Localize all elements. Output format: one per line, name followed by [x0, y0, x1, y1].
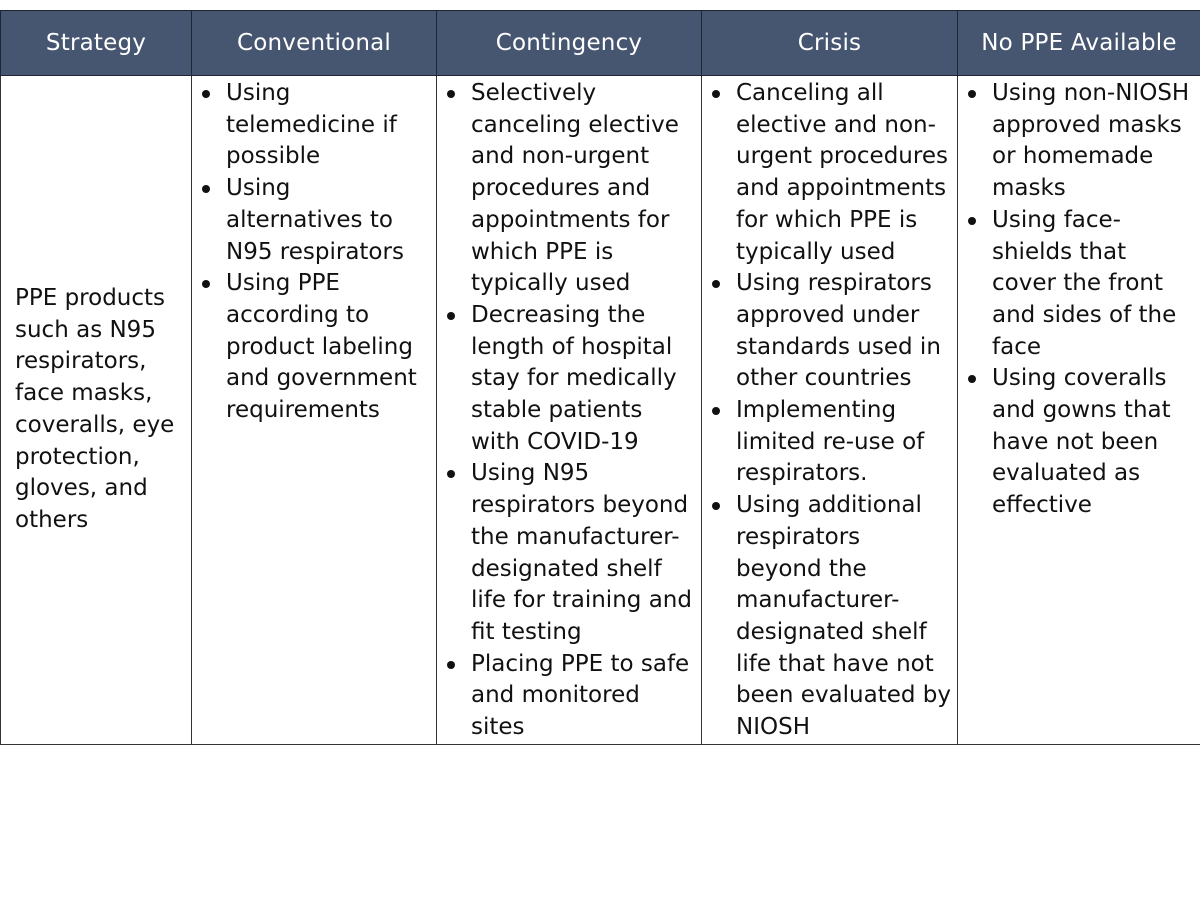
conventional-cell [192, 76, 437, 745]
header-no-ppe-available: No PPE Available [958, 11, 1200, 76]
table-row [1, 76, 1200, 745]
list-item: Using respirators approved under standards used in other countries [702, 268, 951, 395]
list-item: Selectively canceling elective and non-urgent procedures and appointments for which PPE is typically used [437, 78, 695, 300]
list-item: Decreasing the length of hospital stay for medically stable patients with COVID-19 [437, 300, 695, 459]
strategy-cell: PPE products such as N95 respirators, face masks, coveralls, eye protection, gloves, and others [1, 76, 192, 745]
list-item: Using coveralls and gowns that have not been evaluated as effective [958, 363, 1194, 522]
no-ppe-list [958, 76, 1200, 522]
ppe-strategy-table-wrapper [0, 10, 1200, 745]
list-item: Using alternatives to N95 respirators [192, 173, 430, 268]
list-item: Placing PPE to safe and monitored sites [437, 649, 695, 744]
header-crisis: Crisis [702, 11, 958, 76]
list-item: Using N95 respirators beyond the manufacturer-designated shelf life for training and fit testing [437, 458, 695, 648]
no-ppe-cell [958, 76, 1200, 745]
list-item: Using telemedicine if possible [192, 78, 430, 173]
list-item: Using face-shields that cover the front and sides of the face [958, 205, 1194, 364]
contingency-list [437, 76, 701, 744]
list-item: Using PPE according to product labeling and government requirements [192, 268, 430, 427]
list-item: Canceling all elective and non-urgent procedures and appointments for which PPE is typically used [702, 78, 951, 268]
crisis-list [702, 76, 957, 744]
header-strategy: Strategy [1, 11, 192, 76]
table-body [1, 76, 1200, 745]
contingency-cell [437, 76, 702, 745]
table-header [1, 11, 1200, 76]
header-conventional: Conventional [192, 11, 437, 76]
crisis-cell [702, 76, 958, 745]
list-item: Using non-NIOSH approved masks or homemade masks [958, 78, 1194, 205]
conventional-list [192, 76, 436, 427]
list-item: Using additional respirators beyond the manufacturer-designated shelf life that have not been evaluated by NIOSH [702, 490, 951, 744]
list-item: Implementing limited re-use of respirators. [702, 395, 951, 490]
header-contingency: Contingency [437, 11, 702, 76]
ppe-strategy-table [0, 10, 1200, 745]
header-row [1, 11, 1200, 76]
